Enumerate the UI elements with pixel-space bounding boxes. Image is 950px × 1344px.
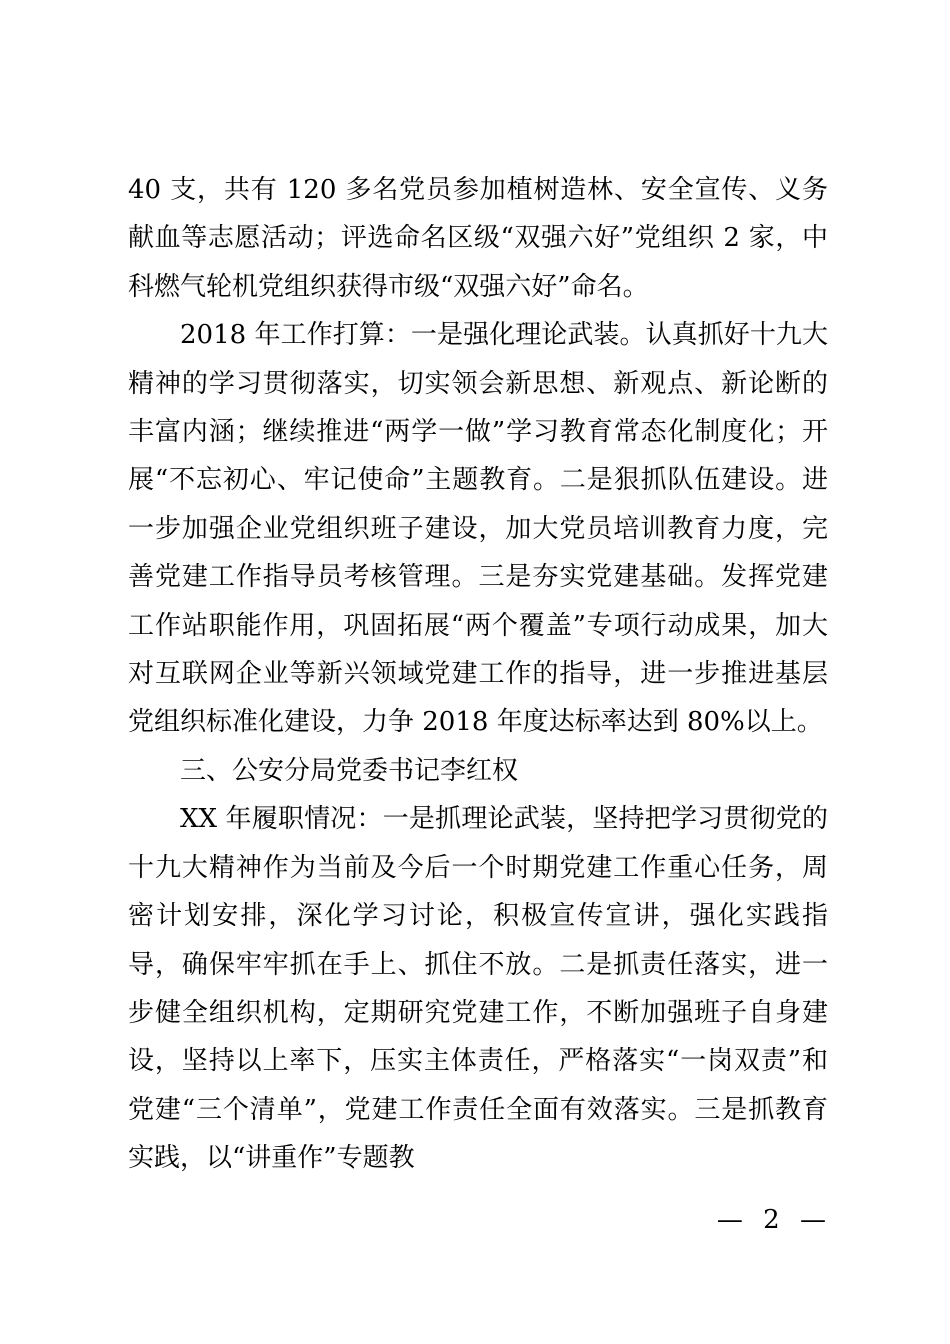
- paragraph-3: XX 年履职情况：一是抓理论武装，坚持把学习贯彻党的十九大精神作为当前及今后一个时期党建工作重心任务，周密计划安排，深化学习讨论，积极宣传宣讲，强化实践指导，确保牢牢抓在手上、抓住不放。二是抓责任落实，进一步健全组织机构，定期研究党建工作，不断加强班子自身建设，坚持以上率下，压实主体责任，严格落实“一岗双责”和党建“三个清单”，党建工作责任全面有效落实。三是抓教育实践，以“讲重作”专题教: [128, 804, 828, 1174]
- body-text: [128, 166, 828, 1183]
- paragraph-1: 40 支，共有 120 多名党员参加植树造林、安全宣传、义务献血等志愿活动；评选命名区级“双强六好”党组织 2 家，中科燃气轮机党组织获得市级“双强六好”命名。: [128, 175, 828, 302]
- section-heading: 三、公安分局党委书记李红权: [180, 755, 519, 786]
- page-number: — 2 —: [716, 1205, 832, 1235]
- paragraph-2: 2018 年工作打算：一是强化理论武装。认真抓好十九大精神的学习贯彻落实，切实领会新思想、新观点、新论断的丰富内涵；继续推进“两学一做”学习教育常态化制度化；开展“不忘初心、牢记使命”主题教育。二是狠抓队伍建设。进一步加强企业党组织班子建设，加大党员培训教育力度，完善党建工作指导员考核管理。三是夯实党建基础。发挥党建工作站职能作用，巩固拓展“两个覆盖”专项行动成果，加大对互联网企业等新兴领域党建工作的指导，进一步推进基层党组织标准化建设，力争 2018 年度达标率达到 80%以上。: [128, 320, 828, 738]
